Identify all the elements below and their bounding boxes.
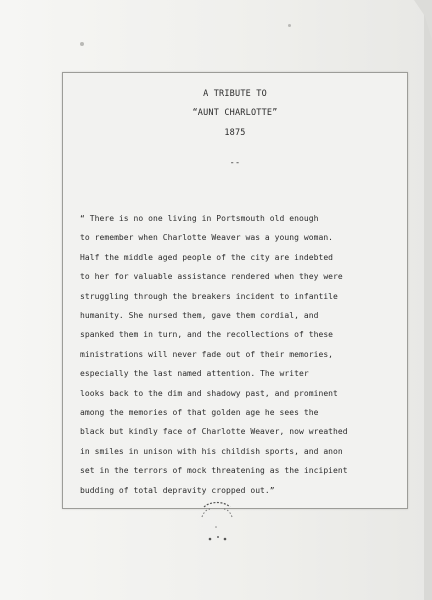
paper-spot [288,24,291,27]
title-line-2: “AUNT CHARLOTTE” [192,108,278,118]
text-line: spanked them in turn, and the recollections of these [80,330,334,340]
text-line: to remember when Charlotte Weaver was a young woman. [80,233,334,243]
year: 1875 [224,128,246,138]
text-line: in smiles in unison with his childish sports, and anon [80,446,343,456]
text-line: set in the terrors of mock threatening as the incipient [80,466,348,476]
text-line: “ There is no one living in Portsmouth old enough [80,214,319,223]
text-line: struggling through the breakers incident to infantile [80,291,338,301]
tribute-text [80,209,400,500]
title-line-1: A TRIBUTE TO [203,89,267,99]
separator: -- [229,158,241,168]
paper-spot [80,42,84,46]
text-line: humanity. She nursed them, gave them cordial, and [80,311,319,321]
text-line: looks back to the dim and shadowy past, and prominent [80,388,338,398]
text-line: budding of total depravity cropped out.” [80,485,275,495]
text-line: to her for valuable assistance rendered when they were [80,272,343,282]
text-line: among the memories of that golden age he sees the [80,408,319,418]
text-line: ministrations will never fade out of their memories, [80,349,334,359]
typed-sheet [62,72,408,509]
paper-edge [424,0,432,600]
text-line: Half the middle aged people of the city are indebted [80,252,334,262]
faded-seal-stamp [198,497,236,545]
text-line: especially the last named attention. The writer [80,369,309,379]
text-line: black but kindly face of Charlotte Weaver, now wreathed [80,427,348,437]
